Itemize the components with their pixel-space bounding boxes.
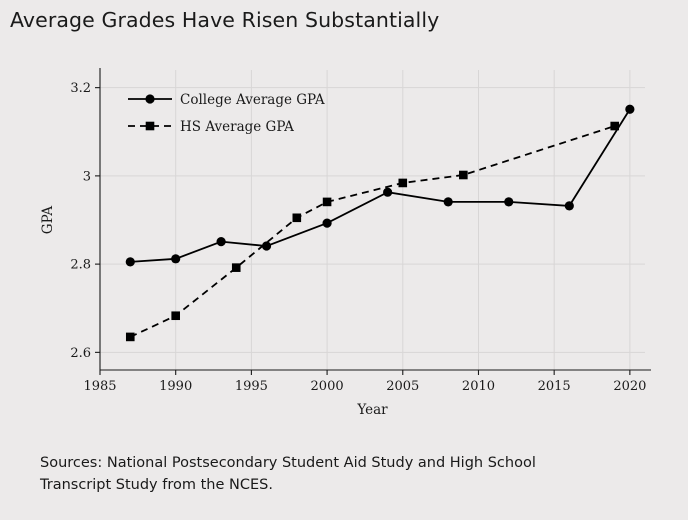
chart-container [0, 48, 688, 438]
sources-note [40, 452, 640, 497]
data-point-marker [171, 254, 180, 263]
data-point-marker [444, 197, 453, 206]
x-tick-label: 2015 [537, 379, 571, 394]
x-tick-label: 2020 [613, 379, 647, 394]
page-title: Average Grades Have Risen Substantially [10, 8, 440, 32]
gpa-line-chart [0, 48, 688, 438]
data-point-marker [504, 197, 513, 206]
data-point-marker [383, 188, 392, 197]
data-point-marker [171, 311, 180, 320]
y-tick-label: 2.6 [70, 345, 91, 361]
data-point-marker [565, 201, 574, 210]
x-tick-label: 2010 [461, 379, 496, 394]
sources-line-2: Transcript Study from the NCES. [40, 477, 273, 494]
data-point-marker [232, 263, 241, 272]
data-point-marker [126, 333, 135, 342]
y-axis-title: GPA [40, 205, 56, 235]
sources-line-1: Sources: National Postsecondary Student Aid Study and High School [40, 455, 536, 471]
data-point-marker [293, 213, 302, 222]
y-tick-label: 2.8 [70, 257, 91, 273]
x-axis-title: Year [357, 402, 388, 418]
y-tick-label: 3.2 [70, 81, 91, 97]
y-tick-label: 3 [82, 169, 91, 185]
x-tick-label: 1995 [234, 379, 268, 394]
legend-marker-1 [145, 94, 154, 103]
legend-label-1: College Average GPA [180, 92, 325, 108]
legend-label-2: HS Average GPA [180, 119, 294, 135]
data-point-marker [625, 105, 634, 114]
data-point-marker [323, 198, 332, 207]
x-tick-label: 2005 [386, 379, 420, 394]
data-point-marker [459, 171, 468, 180]
legend-marker-2 [146, 122, 155, 131]
data-point-marker [398, 179, 407, 188]
data-point-marker [610, 122, 619, 131]
x-tick-label: 1985 [83, 379, 117, 394]
data-point-marker [217, 237, 226, 246]
data-point-marker [126, 257, 135, 266]
data-point-marker [322, 218, 331, 227]
x-tick-label: 1990 [159, 379, 193, 394]
x-tick-label: 2000 [310, 379, 344, 394]
